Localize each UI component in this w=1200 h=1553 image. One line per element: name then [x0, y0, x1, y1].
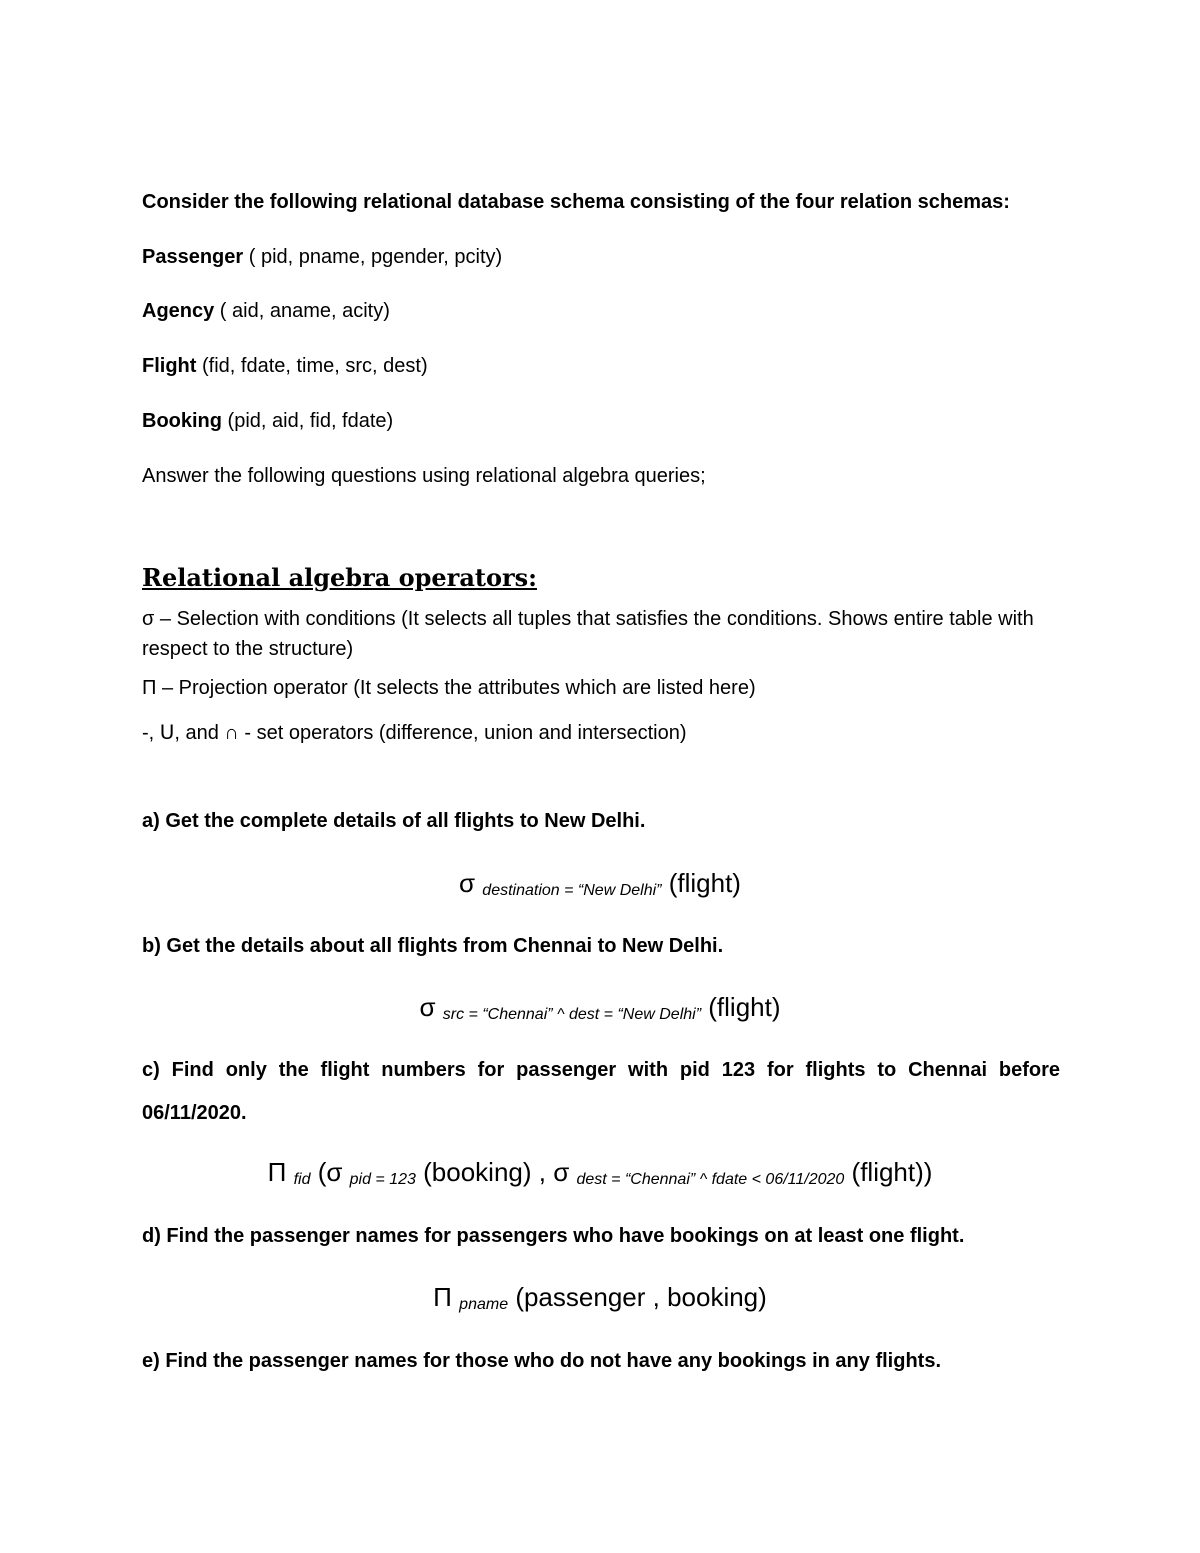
schema-attributes: (fid, fdate, time, src, dest) — [196, 355, 428, 377]
schema-flight — [142, 351, 1058, 381]
schema-booking — [142, 406, 1058, 436]
formula-a — [142, 863, 1058, 911]
operator-selection: σ – Selection with conditions (It selects all tuples that satisfies the conditions. Shows entire table with respect to the structure) — [142, 608, 1034, 660]
instruction-text: Answer the following questions using relational algebra queries; — [142, 465, 706, 487]
question-c-line1: c) Find only the flight numbers for passenger with pid 123 for flights to Chennai before — [142, 1059, 1060, 1081]
schema-name: Agency — [142, 300, 215, 322]
schema-attributes: ( aid, aname, acity) — [214, 300, 390, 322]
schema-agency — [142, 296, 1058, 326]
formula-part: (booking) , σ — [415, 1157, 577, 1187]
formula-relation: (passenger , booking) — [508, 1282, 767, 1312]
formula-subscript: fid — [293, 1171, 311, 1188]
intro-text: Consider the following relational database schema consisting of the four relation schemas: — [142, 191, 1010, 213]
sigma-symbol: σ — [459, 868, 483, 898]
question-e: e) Find the passenger names for those who do not have any bookings in any flights. — [142, 1350, 941, 1372]
formula-b — [142, 987, 1058, 1035]
formula-subscript: pname — [459, 1296, 509, 1313]
question-d: d) Find the passenger names for passengers who have bookings on at least one flight. — [142, 1225, 965, 1247]
sigma-symbol: σ — [419, 992, 443, 1022]
formula-c — [142, 1152, 1058, 1200]
schema-name: Passenger — [142, 246, 244, 268]
formula-subscript: destination = “New Delhi” — [482, 882, 662, 899]
operator-projection: Π – Projection operator (It selects the attributes which are listed here) — [142, 677, 756, 699]
question-c-line2: 06/11/2020. — [142, 1102, 247, 1124]
pi-symbol: Π — [267, 1157, 294, 1187]
formula-relation: (flight) — [661, 868, 741, 898]
schema-name: Flight — [142, 355, 197, 377]
operators-heading: Relational algebra operators: — [142, 563, 537, 592]
formula-subscript: dest = “Chennai” ^ fdate < 06/11/2020 — [576, 1171, 845, 1188]
formula-d — [142, 1277, 1058, 1325]
schema-attributes: ( pid, pname, pgender, pcity) — [243, 246, 503, 268]
formula-subscript: pid = 123 — [349, 1171, 416, 1188]
formula-part: (flight)) — [844, 1157, 933, 1187]
schema-passenger — [142, 242, 1058, 272]
formula-subscript: src = “Chennai” ^ dest = “New Delhi” — [442, 1006, 702, 1023]
question-b: b) Get the details about all flights from Chennai to New Delhi. — [142, 935, 724, 957]
operator-set: -, ᑌ, and ∩ - set operators (difference, union and intersection) — [142, 722, 687, 744]
schema-name: Booking — [142, 410, 222, 432]
formula-relation: (flight) — [701, 992, 781, 1022]
pi-symbol: Π — [433, 1282, 460, 1312]
question-a: a) Get the complete details of all flights to New Delhi. — [142, 810, 646, 832]
formula-part: (σ — [310, 1157, 350, 1187]
schema-attributes: (pid, aid, fid, fdate) — [222, 410, 394, 432]
